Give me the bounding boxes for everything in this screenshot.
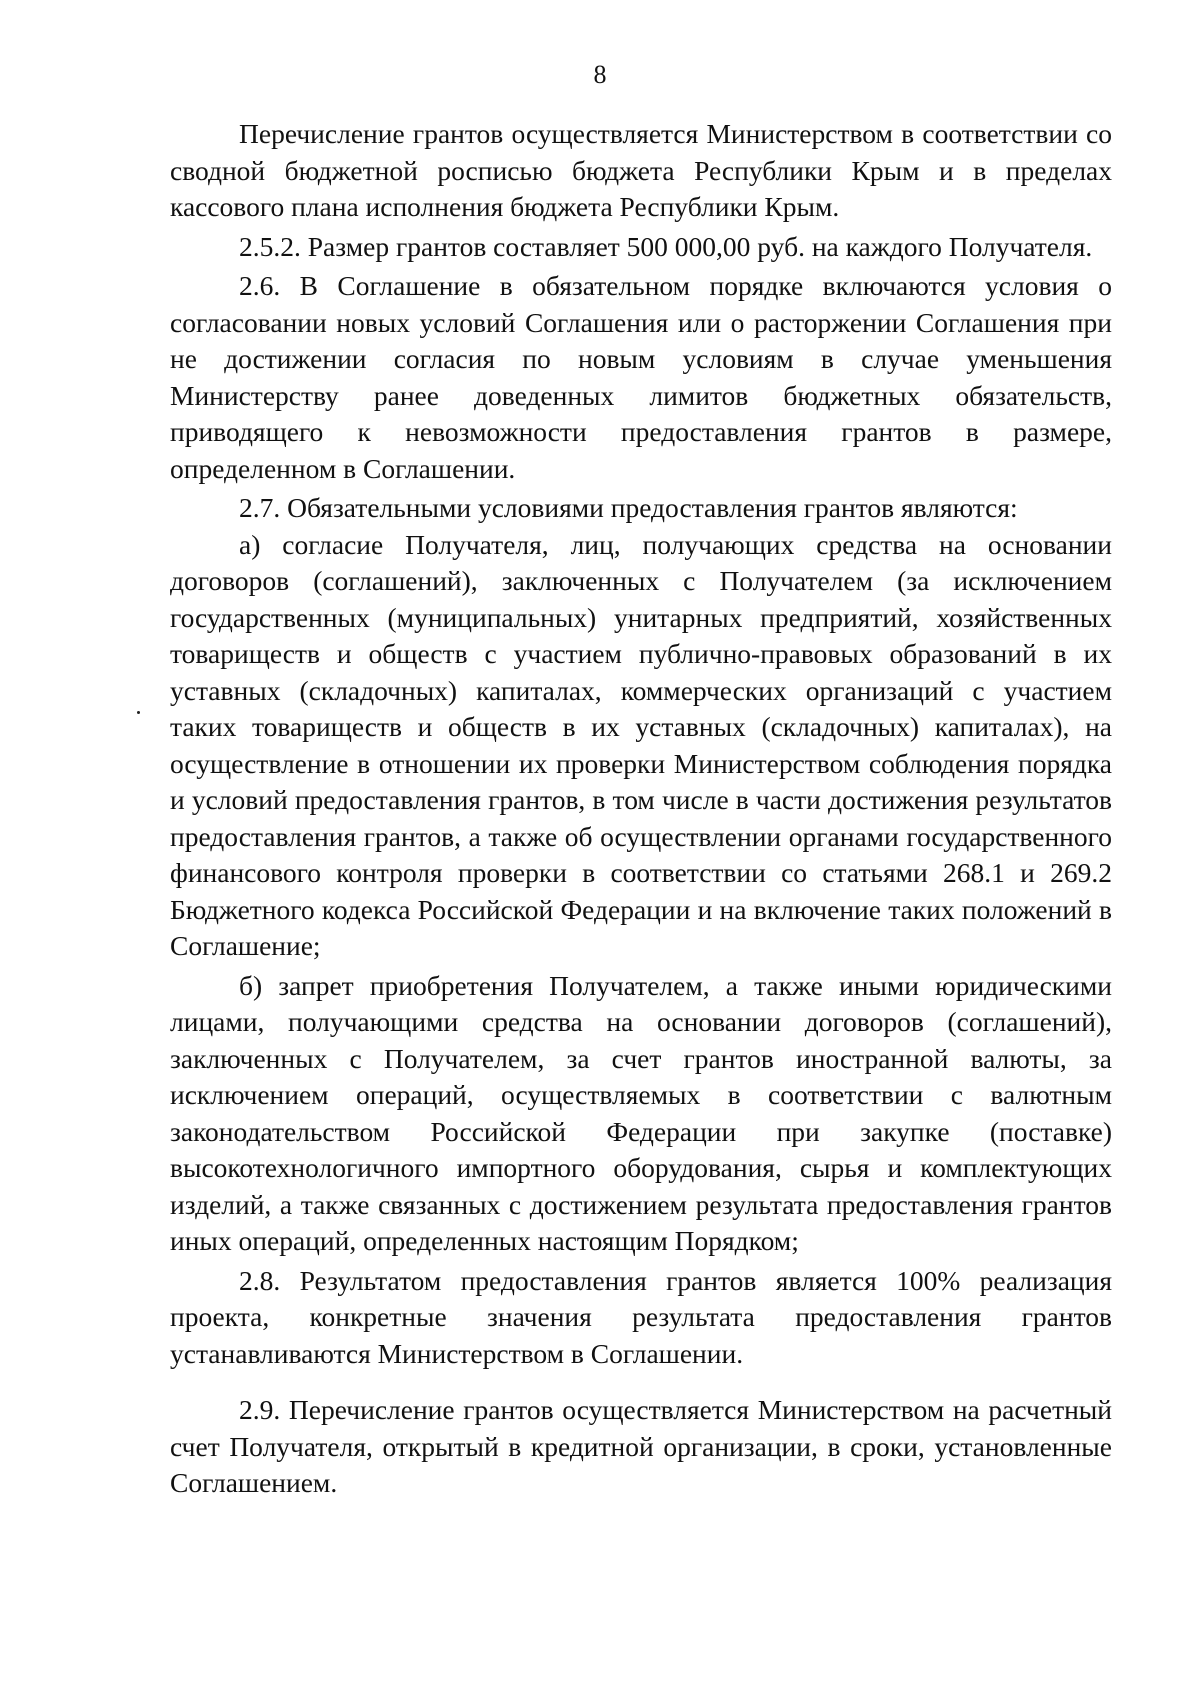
paragraph-2-8: 2.8. Результатом предоставления грантов является 100% реализация проекта, конкретные значения результата предоставления грантов устанавливаются Министерством в Соглашении. [170,1264,1112,1369]
page-number: 8 [593,60,607,89]
paragraph-2-7-a: а) согласие Получателя, лиц, получающих средства на основании договоров (соглашений), заключенных с Получателем (за исключением государственных (муниципальных) унитарных предприятий, хозяйственных товариществ и обществ с участием публично-правовых образований в их уставных (складочных) капиталах, коммерческих организаций с участием таких товариществ и обществ в их уставных (складочных) капиталах), на осуществление в отношении их проверки Министерством соблюдения порядка и условий предоставления грантов, в том числе в части достижения результатов предоставления грантов, а также об осуществлении органами государственного финансового контроля проверки в соответствии со статьями 268.1 и 269.2 Бюджетного кодекса Российской Федерации и на включение таких положений в Соглашение; [170,528,1112,961]
paragraph-2-5-2: 2.5.2. Размер грантов составляет 500 000,00 руб. на каждого Получателя. [239,230,1093,262]
paragraph-grant-transfer-budget: Перечисление грантов осуществляется Министерством в соответствии со сводной бюджетной росписью бюджета Республики Крым и в пределах кассового плана исполнения бюджета Республики Крым. [170,118,1112,222]
paragraph-2-7-b: б) запрет приобретения Получателем, а также иными юридическими лицами, получающими средства на основании договоров (соглашений), заключенных с Получателем, за счет грантов иностранной валюты, за исключением операций, осуществляемых в соответствии с валютным законодательством Российской Федерации при закупке (поставке) высокотехнологичного импортного оборудования, сырья и комплектующих изделий, а также связанных с достижением результата предоставления грантов иных операций, определенных настоящим Порядком; [170,969,1112,1256]
paragraph-2-7: 2.7. Обязательными условиями предоставления грантов являются: [239,492,1018,523]
document-body [170,116,1112,1502]
paragraph-2-9: 2.9. Перечисление грантов осуществляется Министерством на расчетный счет Получателя, открытый в кредитной организации, в сроки, установленные Соглашением. [170,1394,1112,1498]
paragraph-2-6: 2.6. В Соглашение в обязательном порядке включаются условия о согласовании новых условий Соглашения или о расторжении Соглашения при не достижении согласия по новым условиям в случае уменьшения Министерству ранее доведенных лимитов бюджетных обязательств, приводящего к невозможности предоставления грантов в размере, определенном в Соглашении. [170,270,1112,484]
scan-speck [137,711,140,714]
